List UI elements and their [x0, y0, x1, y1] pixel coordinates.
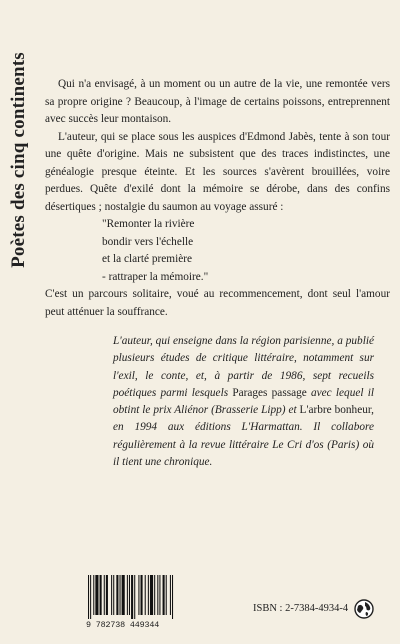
author-bio	[113, 333, 374, 471]
barcode-bar	[88, 575, 89, 619]
barcode-bar	[111, 575, 112, 615]
collection-spine	[2, 10, 36, 310]
barcode-bar	[122, 575, 125, 615]
blurb-paragraph-3: C'est un parcours solitaire, voué au recommencement, dont seul l'amour peut atténuer la souffrance.	[45, 288, 390, 318]
barcode-bar	[163, 575, 165, 615]
barcode-bar	[148, 575, 149, 615]
barcode-bar	[154, 575, 155, 615]
collection-title: Poètes des cinq continents	[8, 52, 29, 268]
book-title-arbre: L'arbre bonheur,	[299, 404, 374, 417]
barcode-bar	[138, 575, 139, 615]
bio-text: L'auteur, qui enseigne dans la région parisienne, a publié plusieurs études de critique littéraire, notamment sur l'exil, le conte, et, à partir de 1986, sept recueils poétiques parmi lesquels	[113, 335, 374, 399]
quote-line: "Remonter la rivière	[102, 218, 195, 230]
barcode-bar	[90, 575, 91, 619]
barcode-bar	[104, 575, 105, 615]
poem-quote	[102, 216, 390, 286]
blurb	[45, 76, 390, 321]
bio-text: en 1994 aux éditions L'Harmattan. Il collabore régulièrement à la revue littéraire Le Cri d'os (Paris) où il tient une chronique.	[113, 421, 374, 469]
blurb-paragraph-1: Qui n'a envisagé, à un moment ou un autre de la vie, une remontée vers sa propre origine ? Beaucoup, à l'image de certains poissons, entreprennent avec succès leur montaison.	[45, 78, 390, 125]
isbn: ISBN : 2-7384-4934-4	[253, 603, 349, 614]
barcode-bar	[172, 575, 173, 619]
bio-text: avec lequel il obtint le prix Aliénor (Brasserie Lipp) et	[113, 386, 374, 417]
barcode-bar	[150, 575, 153, 615]
barcode-bar	[116, 575, 118, 615]
barcode-bar	[141, 575, 143, 615]
barcode-bar	[159, 575, 160, 615]
barcode-bar	[127, 575, 128, 615]
barcode-bar	[120, 575, 121, 615]
barcode-bar	[157, 575, 158, 615]
barcode-bar	[134, 575, 135, 619]
barcode-bar	[95, 575, 98, 615]
blurb-paragraph-2: L'auteur, qui se place sous les auspices d'Edmond Jabès, tente à son tour une quête d'origine. Mais ne subsistent que des traces indistinctes, une généalogie presque éteinte. Et les sources s'avèrent brouillées, voire perdues. Quête d'exilé dont la mémoire se dérobe, dans des confins désertiques ; nostalgie du saumon au voyage assuré :	[45, 130, 390, 213]
quote-line: et la clarté première	[102, 253, 193, 265]
barcode-bar	[106, 575, 108, 615]
barcode-number: 9 782738 449344	[86, 620, 160, 630]
barcode-bar	[131, 575, 133, 619]
barcode-bar	[129, 575, 130, 615]
barcode	[86, 575, 184, 632]
book-title-parages: Parages passage	[232, 386, 307, 399]
barcode-bars	[88, 575, 184, 619]
quote-line: - rattraper la mémoire."	[102, 270, 209, 283]
barcode-bar	[93, 575, 94, 615]
quote-line: bondir vers l'échelle	[102, 235, 194, 248]
barcode-bar	[113, 575, 114, 615]
barcode-bar	[100, 575, 102, 615]
publisher-globe-icon	[354, 599, 374, 619]
barcode-bar	[145, 575, 146, 615]
barcode-bar	[170, 575, 171, 615]
barcode-bar	[166, 575, 167, 615]
